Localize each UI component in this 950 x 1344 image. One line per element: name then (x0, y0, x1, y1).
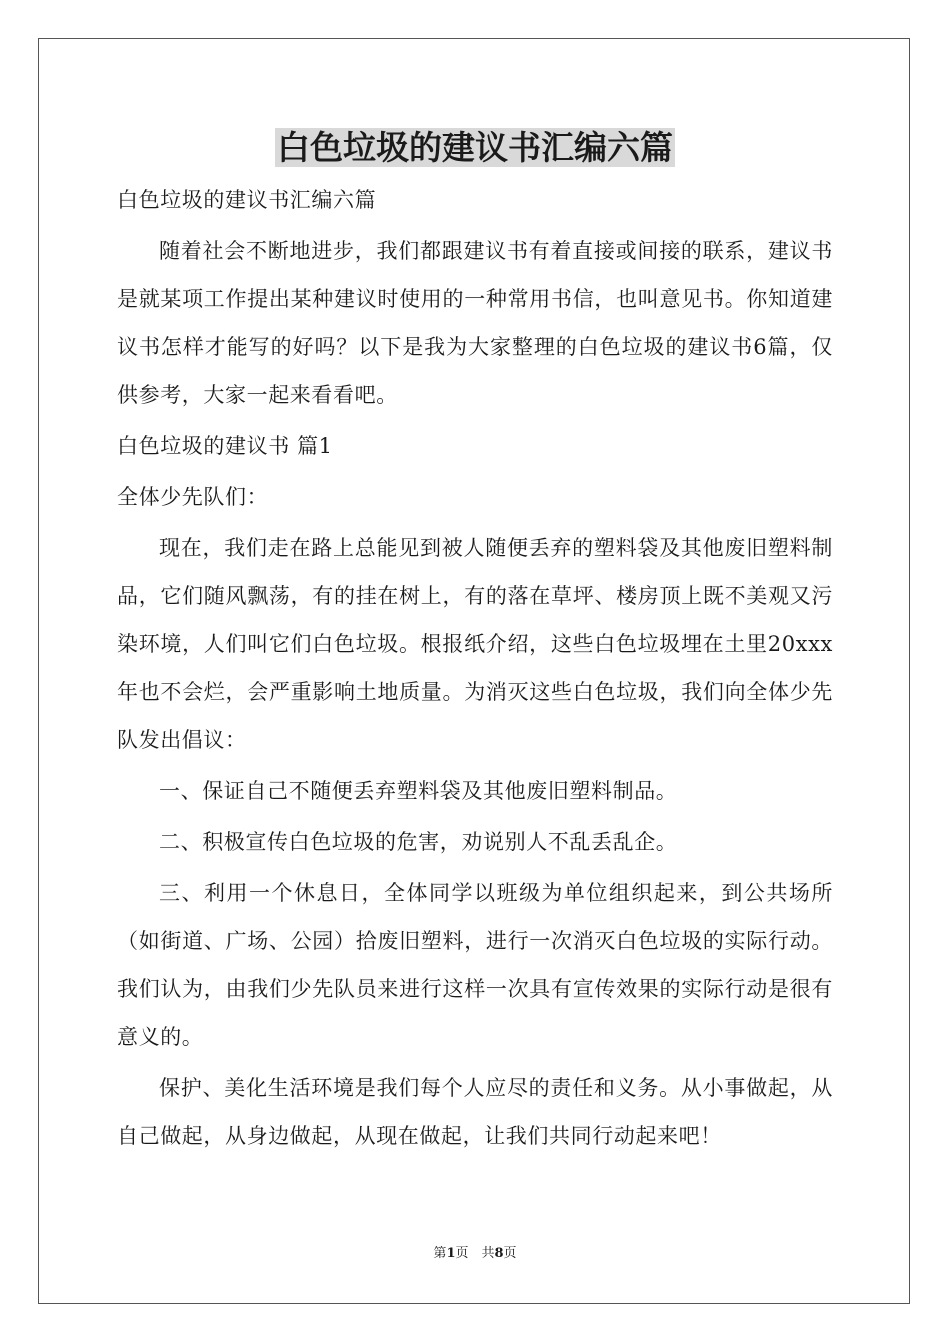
paragraph-closing: 保护、美化生活环境是我们每个人应尽的责任和义务。从小事做起，从自己做起，从身边做起，从现在做起，让我们共同行动起来吧！ (117, 1076, 833, 1148)
list-item-1: 一、保证自己不随便丢弃塑料袋及其他废旧塑料制品。 (159, 779, 678, 803)
page-suffix: 页 (503, 1246, 517, 1261)
page-total: 8 (494, 1246, 504, 1261)
page-prefix: 第 (433, 1246, 447, 1261)
document-title-text: 白色垃圾的建议书汇编六篇 (277, 128, 673, 167)
paragraph-body: 现在，我们走在路上总能见到被人随便丢弃的塑料袋及其他废旧塑料制品，它们随风飘荡，有的挂在树上，有的落在草坪、楼房顶上既不美观又污染环境，人们叫它们白色垃圾。根报纸介绍，这些白色垃圾埋在土里20xxx年也不会烂，会严重影响土地质量。为消灭这些白色垃圾，我们向全体少先队发出倡议： (117, 536, 833, 752)
page-current: 1 (446, 1246, 456, 1261)
document-body (117, 176, 833, 1163)
page-footer (0, 1245, 950, 1263)
salutation: 全体少先队们： (117, 485, 269, 509)
list-item-3: 三、利用一个休息日，全体同学以班级为单位组织起来，到公共场所（如街道、广场、公园）拾废旧塑料，进行一次消灭白色垃圾的实际行动。我们认为，由我们少先队员来进行这样一次具有宣传效果的实际行动是很有意义的。 (117, 881, 833, 1049)
paragraph-intro: 随着社会不断地进步，我们都跟建议书有着直接或间接的联系，建议书是就某项工作提出某种建议时使用的一种常用书信，也叫意见书。你知道建议书怎样才能写的好吗？以下是我为大家整理的白色垃圾的建议书6篇，仅供参考，大家一起来看看吧。 (117, 239, 833, 407)
document-title (0, 124, 950, 172)
page-mid: 页 共 (455, 1246, 495, 1261)
list-item-2: 二、积极宣传白色垃圾的危害，劝说别人不乱丢乱企。 (159, 830, 678, 854)
paragraph-subtitle: 白色垃圾的建议书汇编六篇 (117, 188, 377, 212)
section-heading: 白色垃圾的建议书 篇1 (117, 434, 333, 458)
